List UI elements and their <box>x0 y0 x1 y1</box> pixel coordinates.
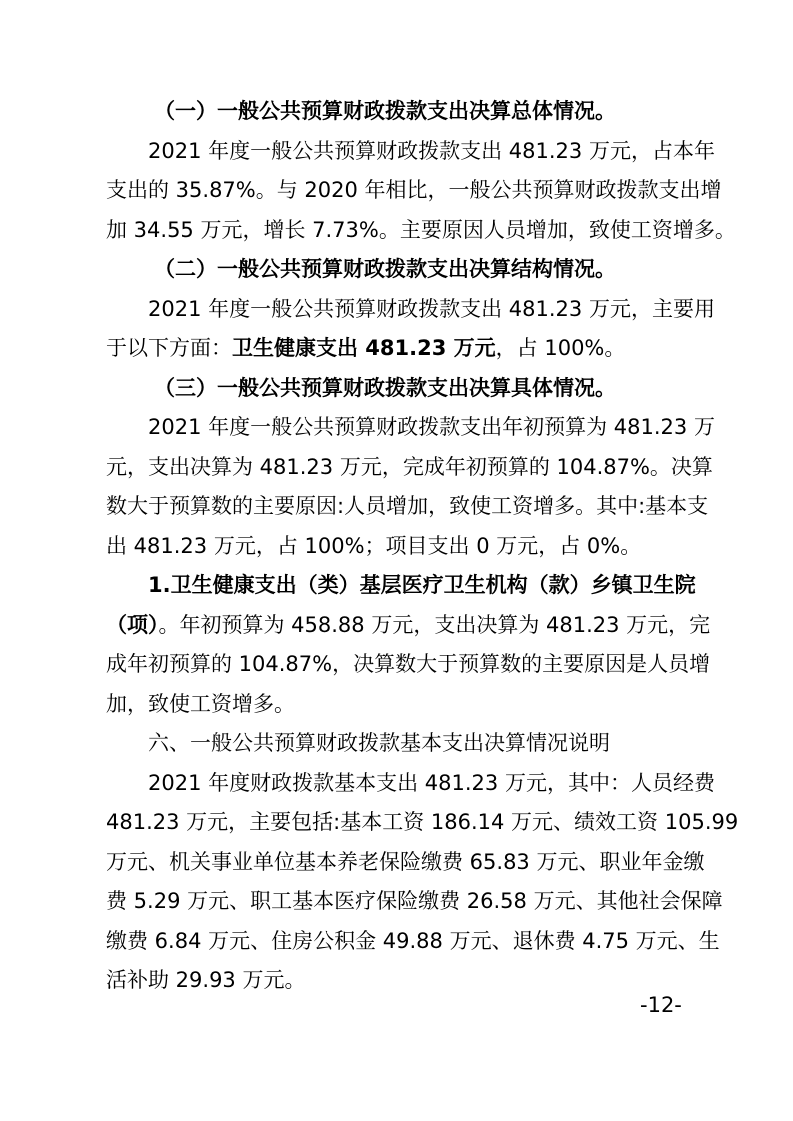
section-heading-detail: （三）一般公共预算财政拨款支出决算具体情况。 <box>154 375 616 400</box>
text-span: 于以下方面： <box>106 336 232 360</box>
page-number: -12- <box>640 993 682 1017</box>
paragraph-line: 支出的 35.87%。与 2020 年相比，一般公共预算财政拨款支出增 <box>106 178 722 202</box>
paragraph-line: 加 34.55 万元，增长 7.73%。主要原因人员增加，致使工资增多。 <box>106 217 736 242</box>
text-span: 。年初预算为 458.88 万元，支出决算为 481.23 万元，完 <box>158 612 711 637</box>
paragraph-line: 费 5.29 万元、职工基本医疗保险缴费 26.58 万元、其他社会保障 <box>106 889 723 913</box>
section-heading-basic-expenditure: 六、一般公共预算财政拨款基本支出决算情况说明 <box>148 731 610 755</box>
paragraph-line: 481.23 万元，主要包括:基本工资 186.14 万元、绩效工资 105.99 <box>106 810 739 834</box>
paragraph-line: 缴费 6.84 万元、住房公积金 49.88 万元、退休费 4.75 万元、生 <box>106 928 720 953</box>
paragraph-line: 加，致使工资增多。 <box>106 691 295 716</box>
bold-text-span: （项） <box>106 612 159 637</box>
paragraph-line: 元，支出决算为 481.23 万元，完成年初预算的 104.87%。决算 <box>106 454 713 479</box>
paragraph-line: 2021 年度财政拨款基本支出 481.23 万元，其中：人员经费 <box>148 770 715 795</box>
section-heading-overall: （一）一般公共预算财政拨款支出决算总体情况。 <box>154 99 616 123</box>
item-heading-line: 1.卫生健康支出（类）基层医疗卫生机构（款）乡镇卫生院 <box>148 573 696 597</box>
text-span: ，占 100%。 <box>495 336 626 360</box>
paragraph-line: 出 481.23 万元，占 100%；项目支出 0 万元，占 0%。 <box>106 533 642 558</box>
paragraph-line: 2021 年度一般公共预算财政拨款支出 481.23 万元，占本年 <box>148 138 715 163</box>
paragraph-line: 成年初预算的 104.87%，决算数大于预算数的主要原因是人员增 <box>106 652 711 676</box>
paragraph-line <box>106 329 693 369</box>
bold-text-span: 卫生健康支出 481.23 万元 <box>232 336 496 360</box>
paragraph-line: 2021 年度一般公共预算财政拨款支出年初预算为 481.23 万 <box>148 415 715 439</box>
document-body <box>106 92 739 1001</box>
paragraph-line: 活补助 29.93 万元。 <box>106 968 306 992</box>
paragraph-line: 2021 年度一般公共预算财政拨款支出 481.23 万元，主要用 <box>148 296 715 321</box>
section-heading-structure: （二）一般公共预算财政拨款支出决算结构情况。 <box>154 257 616 281</box>
paragraph-line: 万元、机关事业单位基本养老保险缴费 65.83 万元、职业年金缴 <box>106 849 705 874</box>
paragraph-line <box>106 606 711 646</box>
paragraph-line: 数大于预算数的主要原因:人员增加，致使工资增多。其中:基本支 <box>106 494 709 518</box>
